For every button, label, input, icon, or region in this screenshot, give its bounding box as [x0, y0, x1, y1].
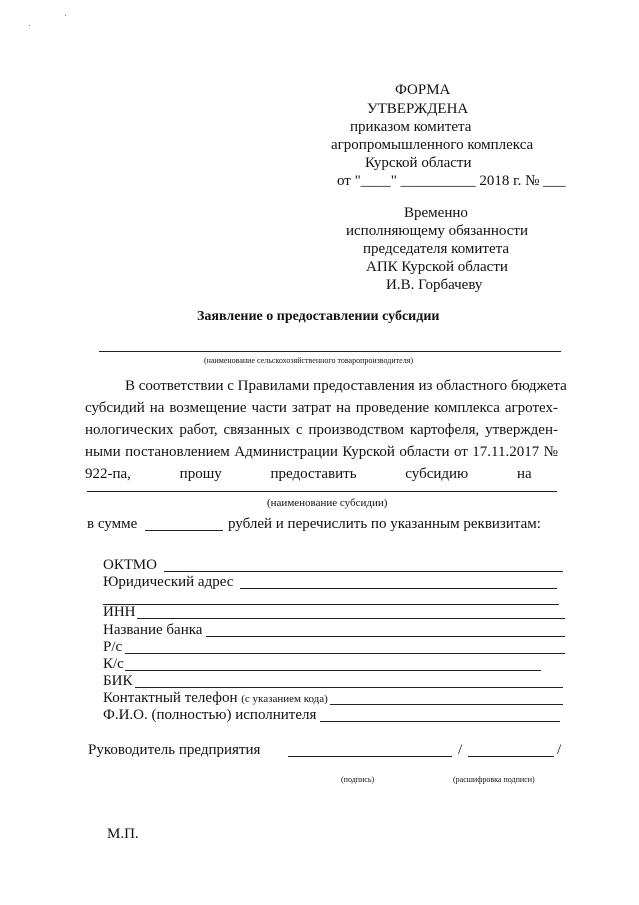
approval-committee-text: агропромышленного комплекса: [331, 137, 534, 153]
sum-prefix: в сумме: [87, 516, 138, 532]
executor-field[interactable]: [320, 721, 560, 722]
bank-name-label: Название банка: [103, 622, 203, 638]
director-label: Руководитель предприятия: [88, 742, 261, 758]
body-paragraph: [85, 375, 567, 485]
account-field[interactable]: [125, 653, 565, 654]
producer-caption: (наименование сельскохозяйственного товаропроизводителя): [204, 356, 414, 365]
addressee-line-2: исполняющему обязанности: [346, 223, 528, 239]
signature-slash-right: /: [557, 742, 562, 758]
sum-suffix: рублей и перечислить по указанным реквизитам:: [228, 516, 541, 532]
legal-address-field-continued[interactable]: [103, 604, 559, 605]
stamp-place-label: М.П.: [107, 826, 139, 842]
account-label: Р/с: [103, 639, 123, 655]
phone-label: [103, 690, 328, 707]
body-line-5: 922-па, прошу предоставить субсидию на: [85, 466, 532, 482]
addressee-line-3: председателя комитета: [363, 241, 510, 257]
signature-field[interactable]: [288, 756, 452, 757]
inn-field[interactable]: [137, 618, 565, 619]
approval-region-text: Курской области: [365, 155, 472, 171]
body-line-2: субсидий на возмещение части затрат на проведение комплекса агротех-: [85, 400, 558, 416]
subsidy-caption: (наименование субсидии): [267, 497, 388, 509]
signature-slash-left: /: [458, 742, 463, 758]
producer-name-line[interactable]: [99, 351, 561, 352]
phone-label-text: Контактный телефон: [103, 690, 238, 706]
legal-address-label: Юридический адрес: [103, 574, 234, 590]
bik-label: БИК: [103, 673, 133, 689]
inn-label: ИНН: [103, 604, 136, 620]
addressee-line-1: Временно: [404, 205, 468, 221]
body-line-4: ными постановлением Администрации Курской области от 17.11.2017 №: [85, 444, 558, 460]
executor-label: Ф.И.О. (полностью) исполнителя: [103, 707, 317, 723]
approval-date-number: от "____" __________ 2018 г. № ___: [337, 173, 566, 189]
bank-name-field[interactable]: [206, 636, 565, 637]
oktmo-field[interactable]: [164, 571, 563, 572]
addressee-line-5: И.В. Горбачеву: [386, 277, 483, 293]
approval-form-label: ФОРМА: [395, 82, 451, 98]
body-line-3: нологических работ, связанных с производством картофеля, утвержден-: [85, 422, 558, 438]
signature-caption: (подпись): [341, 775, 375, 784]
approval-approved-label: УТВЕРЖДЕНА: [367, 101, 469, 117]
phone-field[interactable]: [330, 704, 563, 705]
signature-decode-field[interactable]: [468, 756, 554, 757]
corr-account-field[interactable]: [125, 670, 541, 671]
scan-speck: [29, 25, 30, 26]
approval-order-text: приказом комитета: [350, 119, 472, 135]
addressee-line-4: АПК Курской области: [366, 259, 508, 275]
scan-speck: [65, 15, 66, 16]
body-line-1: В соответствии с Правилами предоставления из областного бюджета: [125, 378, 567, 394]
bik-field[interactable]: [135, 687, 563, 688]
legal-address-field[interactable]: [240, 588, 557, 589]
phone-label-note: (с указанием кода): [241, 693, 328, 705]
oktmo-label: ОКТМО: [103, 557, 157, 573]
sum-amount-line[interactable]: [145, 530, 223, 531]
corr-account-label: К/с: [103, 656, 124, 672]
subsidy-name-line[interactable]: [87, 491, 557, 492]
signature-decode-caption: (расшифровка подписи): [453, 775, 535, 784]
document-title: Заявление о предоставлении субсидии: [197, 309, 440, 324]
